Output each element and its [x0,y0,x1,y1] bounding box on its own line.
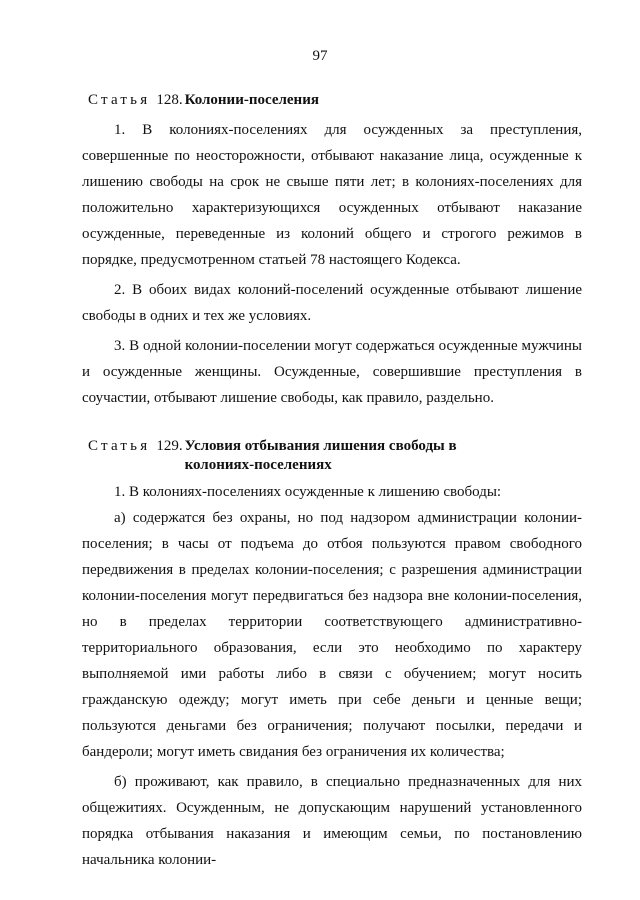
article-129-paragraph-1: 1. В колониях-поселениях осужденные к лишению свободы: [114,484,502,500]
article-129-keyword: Статья [88,438,151,454]
page-number: 97 [312,48,328,64]
page-content [82,87,582,873]
article-128-keyword: Статья [88,92,151,108]
article-128-paragraph-1: 1. В колониях-поселениях для осужденных за преступления, совершенные по неосторожности, отбывают наказание лица, осужденные к лишению свободы на срок не свыше пяти лет; в колониях-поселениях для положительно характеризующихся осужденных отбывают наказание осужденные, переведенные из колоний общего и строгого режимов в порядке, предусмотренном статьей 78 настоящего Кодекса. [82,122,582,268]
article-128-heading [82,87,582,113]
article-128-paragraph-3: 3. В одной колонии-поселении могут содержаться осужденные мужчины и осужденные женщины. Осужденные, совершившие преступления в соучастии, отбывают лишение свободы, как правило, раздельно. [82,338,582,406]
article-129-heading [82,433,582,475]
article-128-number: 128. [156,92,183,108]
article-129-paragraph-b: б) проживают, как правило, в специально предназначенных для них общежитиях. Осужденным, не допускающим нарушений установленного порядка отбывания наказания и имеющим семьи, по постановлению начальника колонии- [82,774,582,868]
article-129-title: Условия отбывания лишения свободы в колониях-поселениях [184,438,457,473]
article-129-paragraph-a: а) содержатся без охраны, но под надзором администрации колонии-поселения; в часы от подъема до отбоя пользуются правом свободного передвижения в пределах колонии-поселения; с разрешения администрации колонии-поселения могут передвигаться без надзора вне колонии-поселения, но в пределах территории соответствующего административно-территориального образования, если это необходимо по характеру выполняемой ими работы либо в связи с обучением; могут носить гражданскую одежду; могут иметь при себе деньги и ценные вещи; пользуются деньгами без ограничения; получают посылки, передачи и бандероли; могут иметь свидания без ограничения их количества; [82,510,582,760]
article-128-title: Колонии-поселения [184,92,319,108]
article-128-paragraph-2: 2. В обоих видах колоний-поселений осужденные отбывают лишение свободы в одних и тех же условиях. [82,282,582,324]
article-129-number: 129. [156,438,183,454]
